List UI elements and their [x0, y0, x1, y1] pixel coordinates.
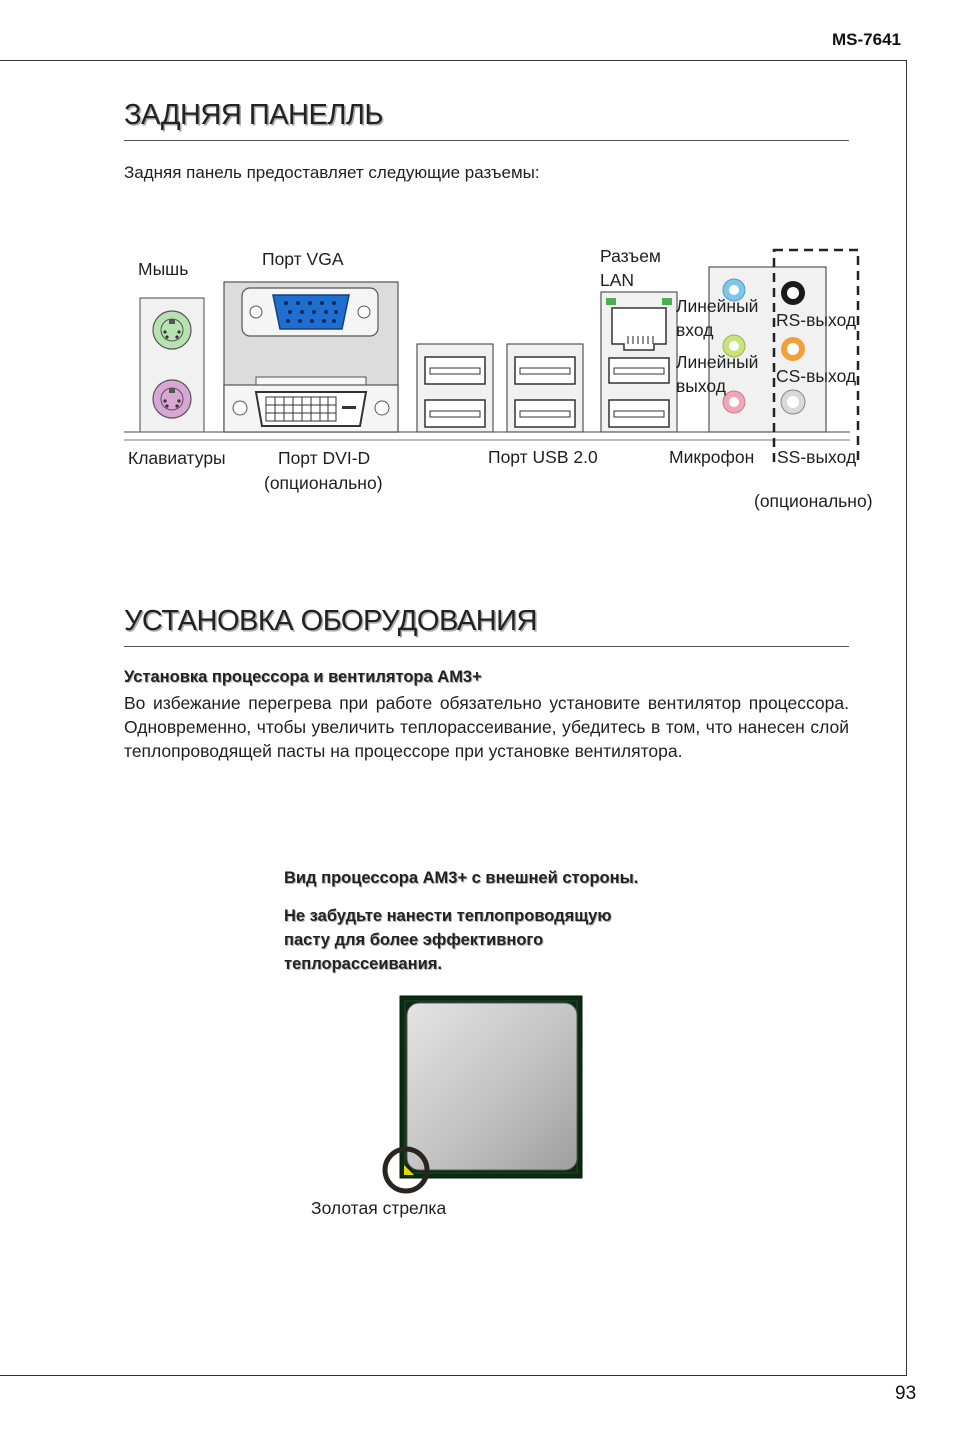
ps2-mouse-port [153, 311, 191, 349]
subsection-title-cpu: Установка процессора и вентилятора AM3+ [124, 668, 482, 686]
label-lan-line2: LAN [600, 270, 635, 290]
label-line-in-2: вход [676, 320, 714, 340]
cpu-caption: Вид процессора AM3+ с внешней стороны. [284, 869, 639, 887]
lan-usb-stack [601, 292, 677, 432]
label-mouse: Мышь [138, 259, 189, 279]
label-dvi-line1: Порт DVI-D [278, 448, 371, 468]
label-dvi-line2: (опционально) [264, 473, 383, 493]
paste-note-line3: теплорассеивания. [284, 955, 442, 973]
usb-stack-2 [507, 344, 583, 432]
cpu-illustration [378, 990, 588, 1200]
label-ss-out: SS-выход [777, 447, 857, 467]
section-title-back-panel: ЗАДНЯЯ ПАНЕЛЛЬ [124, 99, 383, 131]
section-rule [124, 140, 849, 141]
label-line-in-1: Линейный [676, 296, 759, 316]
vga-dvi-connector-block [224, 282, 398, 432]
paste-note-line2: пасту для более эффективного [284, 931, 544, 949]
frame-top-line [0, 60, 907, 61]
ps2-keyboard-port [153, 380, 191, 418]
label-line-out-2: выход [676, 376, 726, 396]
ps2-connector-block [140, 298, 204, 432]
back-panel-intro: Задняя панель предоставляет следующие разъемы: [124, 163, 540, 182]
frame-right-line [906, 60, 907, 1376]
label-rs-out: RS-выход [776, 310, 857, 330]
label-cs-out: CS-выход [776, 366, 857, 386]
label-vga-port: Порт VGA [262, 249, 344, 269]
cpu-install-paragraph: Во избежание перегрева при работе обязательно установите вентилятор процессора. Одновременно, чтобы увеличить теплорассеивание, убедитесь в том, что нанесен слой теплопроводящей пасты на процессоре при установке вентилятора. [124, 693, 849, 761]
frame-bottom-line [0, 1375, 907, 1376]
label-usb: Порт USB 2.0 [488, 447, 598, 467]
usb-stack-1 [417, 344, 493, 432]
label-gold-arrow: Золотая стрелка [311, 1198, 447, 1218]
lan-port [612, 308, 666, 350]
label-lan-line1: Разъем [600, 246, 661, 266]
label-line-out-1: Линейный [676, 352, 759, 372]
paste-note-line1: Не забудьте нанести теплопроводящую [284, 907, 612, 925]
model-number: MS-7641 [832, 30, 901, 49]
page-number: 93 [895, 1383, 917, 1404]
label-optional: (опционально) [754, 491, 873, 511]
section-rule [124, 646, 849, 647]
label-keyboard: Клавиатуры [128, 448, 226, 468]
cpu-heat-spreader [407, 1003, 577, 1170]
back-panel-diagram [120, 240, 880, 465]
section-title-hardware: УСТАНОВКА ОБОРУДОВАНИЯ [124, 605, 537, 637]
label-mic: Микрофон [669, 447, 755, 467]
